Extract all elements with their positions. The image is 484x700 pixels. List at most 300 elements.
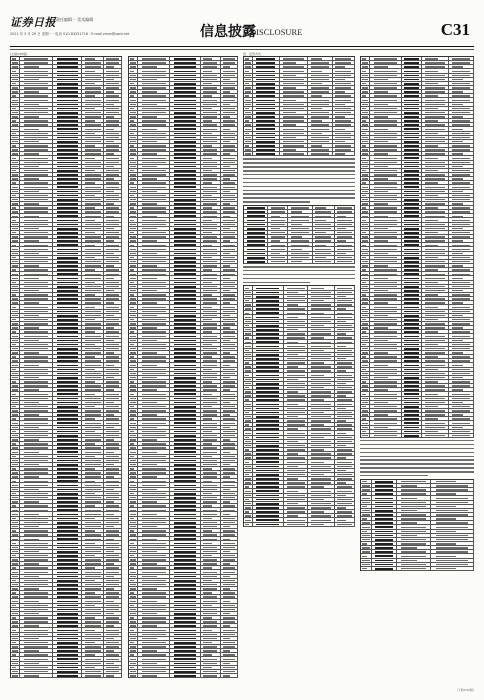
table-cell <box>138 599 171 602</box>
table-cell <box>104 119 122 122</box>
table-cell <box>402 421 422 424</box>
table-cell <box>11 467 20 470</box>
table-cell <box>313 231 335 234</box>
table-cell <box>170 388 201 391</box>
table-cell <box>170 670 201 673</box>
table-cell <box>308 82 332 85</box>
table-cell <box>20 227 53 230</box>
table-cell <box>308 514 335 517</box>
table-cell <box>20 368 53 371</box>
table-cell <box>201 243 221 246</box>
table-cell <box>138 214 171 217</box>
table-cell <box>82 488 104 491</box>
table-cell <box>402 322 422 325</box>
table-cell <box>284 344 308 347</box>
table-cell <box>138 405 171 408</box>
table-cell <box>170 591 201 594</box>
table-cell <box>308 353 335 356</box>
text-line <box>360 459 474 461</box>
table-cell <box>170 430 201 433</box>
table-cell <box>370 161 402 164</box>
table-cell <box>201 252 221 255</box>
table-cell <box>201 260 221 263</box>
table-cell <box>104 409 122 412</box>
table-cell <box>53 384 82 387</box>
table-cell <box>138 604 171 607</box>
table-cell <box>11 604 20 607</box>
table-cell <box>221 310 238 313</box>
table-cell <box>53 156 82 159</box>
table-cell <box>11 384 20 387</box>
table-cell <box>397 550 431 553</box>
table-cell <box>11 583 20 586</box>
table-cell <box>170 173 201 176</box>
table-cell <box>129 339 138 342</box>
table-cell <box>244 214 268 217</box>
table-cell <box>138 281 171 284</box>
table-cell <box>284 523 308 526</box>
table-cell <box>335 518 355 521</box>
table-cell <box>397 525 431 528</box>
table-cell <box>402 210 422 213</box>
table-cell <box>201 450 221 453</box>
table-cell <box>104 508 122 511</box>
table-cell <box>82 268 104 271</box>
table-cell <box>361 347 370 350</box>
table-cell <box>221 533 238 536</box>
table-cell <box>280 90 309 93</box>
table-cell <box>170 657 201 660</box>
table-cell <box>402 380 422 383</box>
table-cell <box>361 239 370 242</box>
table-cell <box>402 123 422 126</box>
table-cell <box>308 481 335 484</box>
table-cell <box>431 501 474 504</box>
table-cell <box>221 314 238 317</box>
table-cell <box>20 463 53 466</box>
table-cell <box>104 633 122 636</box>
table-cell <box>53 334 82 337</box>
table-cell <box>244 353 253 356</box>
table-cell <box>11 140 20 143</box>
table-cell <box>361 123 370 126</box>
table-cell <box>422 152 449 155</box>
table-cell <box>221 575 238 578</box>
table-cell <box>253 144 280 147</box>
table-cell <box>129 388 138 391</box>
table-cell <box>201 637 221 640</box>
table-cell <box>284 444 308 447</box>
table-cell <box>129 504 138 507</box>
table-cell <box>53 82 82 85</box>
table-cell <box>104 69 122 72</box>
table-cell <box>104 272 122 275</box>
table-cell <box>201 256 221 259</box>
text-line <box>360 444 474 446</box>
table-cell <box>422 285 449 288</box>
table-cell <box>82 144 104 147</box>
table-cell <box>221 604 238 607</box>
table-cell <box>82 181 104 184</box>
table-cell <box>288 252 312 255</box>
table-cell <box>253 518 284 521</box>
table-cell <box>284 481 308 484</box>
table-cell <box>11 247 20 250</box>
table-cell <box>11 566 20 569</box>
table-cell <box>253 295 284 298</box>
table-cell <box>82 359 104 362</box>
table-cell <box>104 330 122 333</box>
table-cell <box>20 405 53 408</box>
table-cell <box>422 206 449 209</box>
table-cell <box>82 392 104 395</box>
table-cell <box>221 504 238 507</box>
table-cell <box>53 281 82 284</box>
table-cell <box>280 61 309 64</box>
table-cell <box>280 127 309 130</box>
table-cell <box>53 388 82 391</box>
table-cell <box>82 579 104 582</box>
table-cell <box>11 169 20 172</box>
table-cell <box>308 107 332 110</box>
table-cell <box>201 218 221 221</box>
table-cell <box>53 426 82 429</box>
table-cell <box>201 413 221 416</box>
table-cell <box>129 69 138 72</box>
table-cell <box>284 299 308 302</box>
table-cell <box>361 542 372 545</box>
table-cell <box>201 123 221 126</box>
table-cell <box>422 368 449 371</box>
table-cell <box>11 285 20 288</box>
table-cell <box>20 61 53 64</box>
table-cell <box>82 190 104 193</box>
table-cell <box>244 243 268 246</box>
table-cell <box>201 467 221 470</box>
table-cell <box>335 502 355 505</box>
table-cell <box>335 415 355 418</box>
table-cell <box>280 123 309 126</box>
table-cell <box>244 303 253 306</box>
table-cell <box>138 363 171 366</box>
table-cell <box>449 218 474 221</box>
table-cell <box>82 475 104 478</box>
table-cell <box>20 384 53 387</box>
table-cell <box>11 351 20 354</box>
table-cell <box>370 268 402 271</box>
table-cell <box>308 57 332 60</box>
table-cell <box>170 662 201 665</box>
table-cell <box>170 421 201 424</box>
table-cell <box>20 310 53 313</box>
table-cell <box>82 214 104 217</box>
table-cell <box>244 336 253 339</box>
table-cell <box>335 481 355 484</box>
table-cell <box>422 181 449 184</box>
table-cell <box>11 670 20 673</box>
table-cell <box>170 533 201 536</box>
table-cell <box>335 473 355 476</box>
table-cell <box>170 566 201 569</box>
table-cell <box>53 372 82 375</box>
table-cell <box>370 173 402 176</box>
table-cell <box>129 401 138 404</box>
table-cell <box>449 239 474 242</box>
table-cell <box>288 239 312 242</box>
table-cell <box>201 181 221 184</box>
table-cell <box>11 504 20 507</box>
table-cell <box>422 343 449 346</box>
table-cell <box>370 198 402 201</box>
table-cell <box>82 318 104 321</box>
table-cell <box>397 501 431 504</box>
table-cell <box>361 119 370 122</box>
table-cell <box>104 616 122 619</box>
table-cell <box>397 484 431 487</box>
table-cell <box>53 475 82 478</box>
table-cell <box>372 521 397 524</box>
table-cell <box>201 65 221 68</box>
table-cell <box>361 301 370 304</box>
table-cell <box>370 301 402 304</box>
table-cell <box>104 347 122 350</box>
table-cell <box>402 405 422 408</box>
table-cell <box>138 152 171 155</box>
table-cell <box>308 444 335 447</box>
table-cell <box>372 484 397 487</box>
table-cell <box>370 107 402 110</box>
table-cell <box>221 65 238 68</box>
table-cell <box>129 566 138 569</box>
table-cell <box>361 281 370 284</box>
table-cell <box>431 492 474 495</box>
table-cell <box>170 649 201 652</box>
table-cell <box>422 111 449 114</box>
table-cell <box>361 190 370 193</box>
table-cell <box>370 380 402 383</box>
table-cell <box>361 525 372 528</box>
table-cell <box>138 293 171 296</box>
table-cell <box>402 388 422 391</box>
table-cell <box>370 190 402 193</box>
table-cell <box>253 94 280 97</box>
table-cell <box>288 218 312 221</box>
table-cell <box>361 517 372 520</box>
table-cell <box>361 140 370 143</box>
table-cell <box>221 276 238 279</box>
table-cell <box>449 359 474 362</box>
table-cell <box>313 214 335 217</box>
table-cell <box>201 579 221 582</box>
table-cell <box>20 475 53 478</box>
table-cell <box>221 322 238 325</box>
table-cell <box>244 78 253 81</box>
table-cell <box>402 115 422 118</box>
table-cell <box>104 413 122 416</box>
table-cell <box>402 132 422 135</box>
table-cell <box>170 459 201 462</box>
table-cell <box>20 334 53 337</box>
table-cell <box>138 674 171 677</box>
table-cell <box>82 421 104 424</box>
table-cell <box>104 210 122 213</box>
table-cell <box>422 94 449 97</box>
table-cell <box>104 82 122 85</box>
table-cell <box>221 363 238 366</box>
table-cell <box>284 286 308 289</box>
table-cell <box>308 506 335 509</box>
table-cell <box>221 641 238 644</box>
table-cell <box>361 513 372 516</box>
table-cell <box>402 343 422 346</box>
table-cell <box>201 459 221 462</box>
table-cell <box>253 423 284 426</box>
table-cell <box>449 413 474 416</box>
table-cell <box>402 359 422 362</box>
table-cell <box>308 456 335 459</box>
table-cell <box>104 529 122 532</box>
table-cell <box>20 446 53 449</box>
table-cell <box>20 483 53 486</box>
table-cell <box>82 591 104 594</box>
table-cell <box>138 119 171 122</box>
table-cell <box>221 111 238 114</box>
table-cell <box>129 413 138 416</box>
table-cell <box>280 94 309 97</box>
table-cell <box>20 657 53 660</box>
table-cell <box>138 430 171 433</box>
table-cell <box>402 409 422 412</box>
table-cell <box>201 434 221 437</box>
table-cell <box>170 380 201 383</box>
table-row <box>361 434 474 438</box>
table-cell <box>11 281 20 284</box>
table-cell <box>104 243 122 246</box>
table-cell <box>82 521 104 524</box>
table-cell <box>402 194 422 197</box>
table-cell <box>129 380 138 383</box>
table-cell <box>11 119 20 122</box>
table-cell <box>370 78 402 81</box>
table-cell <box>288 223 312 226</box>
table-cell <box>221 239 238 242</box>
table-cell <box>244 373 253 376</box>
table-cell <box>308 407 335 410</box>
table-cell <box>221 355 238 358</box>
table-cell <box>201 132 221 135</box>
table-cell <box>170 546 201 549</box>
text-line <box>243 266 355 268</box>
table-cell <box>308 320 335 323</box>
table-cell <box>138 231 171 234</box>
table-cell <box>138 492 171 495</box>
table-cell <box>308 465 335 468</box>
table-cell <box>11 392 20 395</box>
table-cell <box>308 415 335 418</box>
table-cell <box>129 450 138 453</box>
table-cell <box>244 456 253 459</box>
table-cell <box>129 127 138 130</box>
table-cell <box>129 86 138 89</box>
table-cell <box>370 247 402 250</box>
table-cell <box>138 504 171 507</box>
table-cell <box>82 442 104 445</box>
table-cell <box>104 608 122 611</box>
table-cell <box>82 194 104 197</box>
table-cell <box>53 318 82 321</box>
table-cell <box>335 390 355 393</box>
section-title: 信息披露 <box>200 24 256 40</box>
table-cell <box>82 459 104 462</box>
table-cell <box>284 328 308 331</box>
table-cell <box>253 148 280 151</box>
table-cell <box>138 455 171 458</box>
table-cell <box>53 483 82 486</box>
table-cell <box>129 500 138 503</box>
table-cell <box>53 479 82 482</box>
table-cell <box>201 463 221 466</box>
table-cell <box>244 440 253 443</box>
table-cell <box>82 330 104 333</box>
table-cell <box>201 562 221 565</box>
table-cell <box>308 386 335 389</box>
table-cell <box>370 413 402 416</box>
table-cell <box>422 384 449 387</box>
table-cell <box>11 500 20 503</box>
table-cell <box>402 276 422 279</box>
table-cell <box>138 649 171 652</box>
table-cell <box>138 500 171 503</box>
table-cell <box>170 107 201 110</box>
table-cell <box>170 562 201 565</box>
table-cell <box>221 620 238 623</box>
table-cell <box>253 481 284 484</box>
table-cell <box>138 554 171 557</box>
table-cell <box>221 305 238 308</box>
table-cell <box>244 286 253 289</box>
table-cell <box>308 427 335 430</box>
table-cell <box>104 492 122 495</box>
table-cell <box>170 645 201 648</box>
table-cell <box>20 434 53 437</box>
table-cell <box>333 107 355 110</box>
table-cell <box>361 326 370 329</box>
table-cell <box>280 152 309 155</box>
table-cell <box>308 144 332 147</box>
table-cell <box>53 508 82 511</box>
table-cell <box>82 612 104 615</box>
table-cell <box>20 479 53 482</box>
table-cell <box>402 351 422 354</box>
table-cell <box>138 318 171 321</box>
table-cell <box>129 177 138 180</box>
table-cell <box>170 674 201 677</box>
table-cell <box>284 452 308 455</box>
table-cell <box>138 247 171 250</box>
table-cell <box>170 467 201 470</box>
table-cell <box>335 332 355 335</box>
table-cell <box>82 69 104 72</box>
table-cell <box>308 365 335 368</box>
table-cell <box>82 264 104 267</box>
table-cell <box>129 368 138 371</box>
table-cell <box>138 78 171 81</box>
table-cell <box>244 349 253 352</box>
table-cell <box>11 152 20 155</box>
table-cell <box>335 402 355 405</box>
table-cell <box>170 434 201 437</box>
table-cell <box>402 185 422 188</box>
